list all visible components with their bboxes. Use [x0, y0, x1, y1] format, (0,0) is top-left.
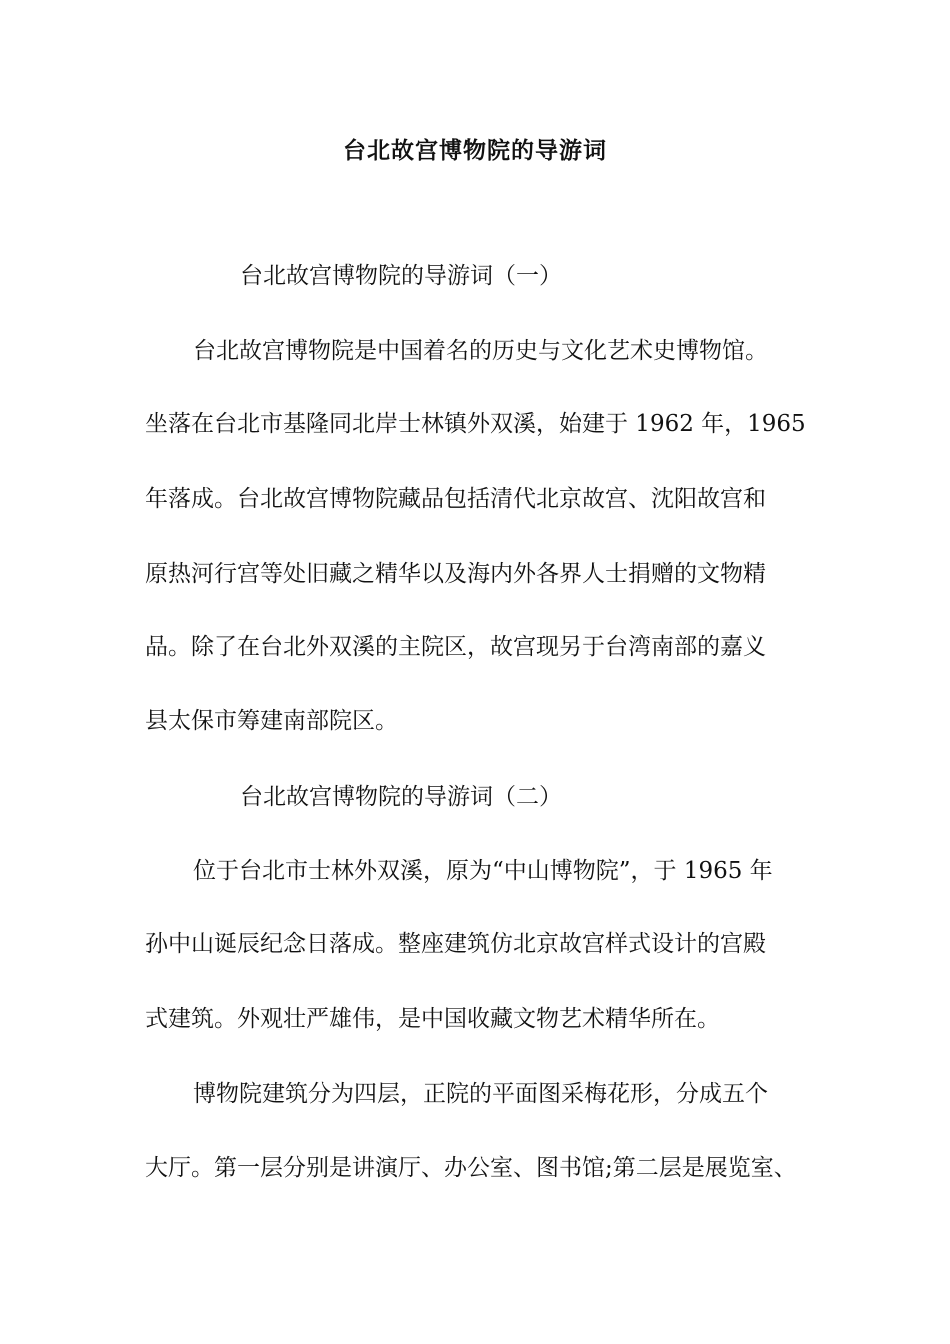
- section-heading-1: 台北故宫博物院的导游词（一）: [240, 263, 562, 289]
- paragraph-line: 年落成。台北故宫博物院藏品包括清代北京故宫、沈阳故宫和: [145, 486, 766, 512]
- paragraph-line: 博物院建筑分为四层，正院的平面图采梅花形，分成五个: [193, 1081, 768, 1107]
- paragraph-line: 大厅。第一层分别是讲演厅、办公室、图书馆;第二层是展览室、: [145, 1155, 797, 1181]
- document-title: 台北故宫博物院的导游词: [343, 137, 607, 164]
- paragraph-line: 台北故宫博物院是中国着名的历史与文化艺术史博物馆。: [193, 338, 768, 364]
- paragraph-line: 县太保市筹建南部院区。: [145, 708, 398, 734]
- paragraph-line: 品。除了在台北外双溪的主院区，故宫现另于台湾南部的嘉义: [145, 634, 766, 660]
- paragraph-line: 孙中山诞辰纪念日落成。整座建筑仿北京故宫样式设计的宫殿: [145, 931, 766, 957]
- paragraph-line: 位于台北市士林外双溪，原为“中山博物院”，于 1965 年: [193, 858, 773, 884]
- paragraph-line: 式建筑。外观壮严雄伟，是中国收藏文物艺术精华所在。: [145, 1006, 720, 1032]
- section-heading-2: 台北故宫博物院的导游词（二）: [240, 784, 562, 810]
- paragraph-line: 坐落在台北市基隆同北岸士林镇外双溪，始建于 1962 年，1965: [145, 411, 806, 437]
- paragraph-line: 原热河行宫等处旧藏之精华以及海内外各界人士捐赠的文物精: [145, 561, 766, 587]
